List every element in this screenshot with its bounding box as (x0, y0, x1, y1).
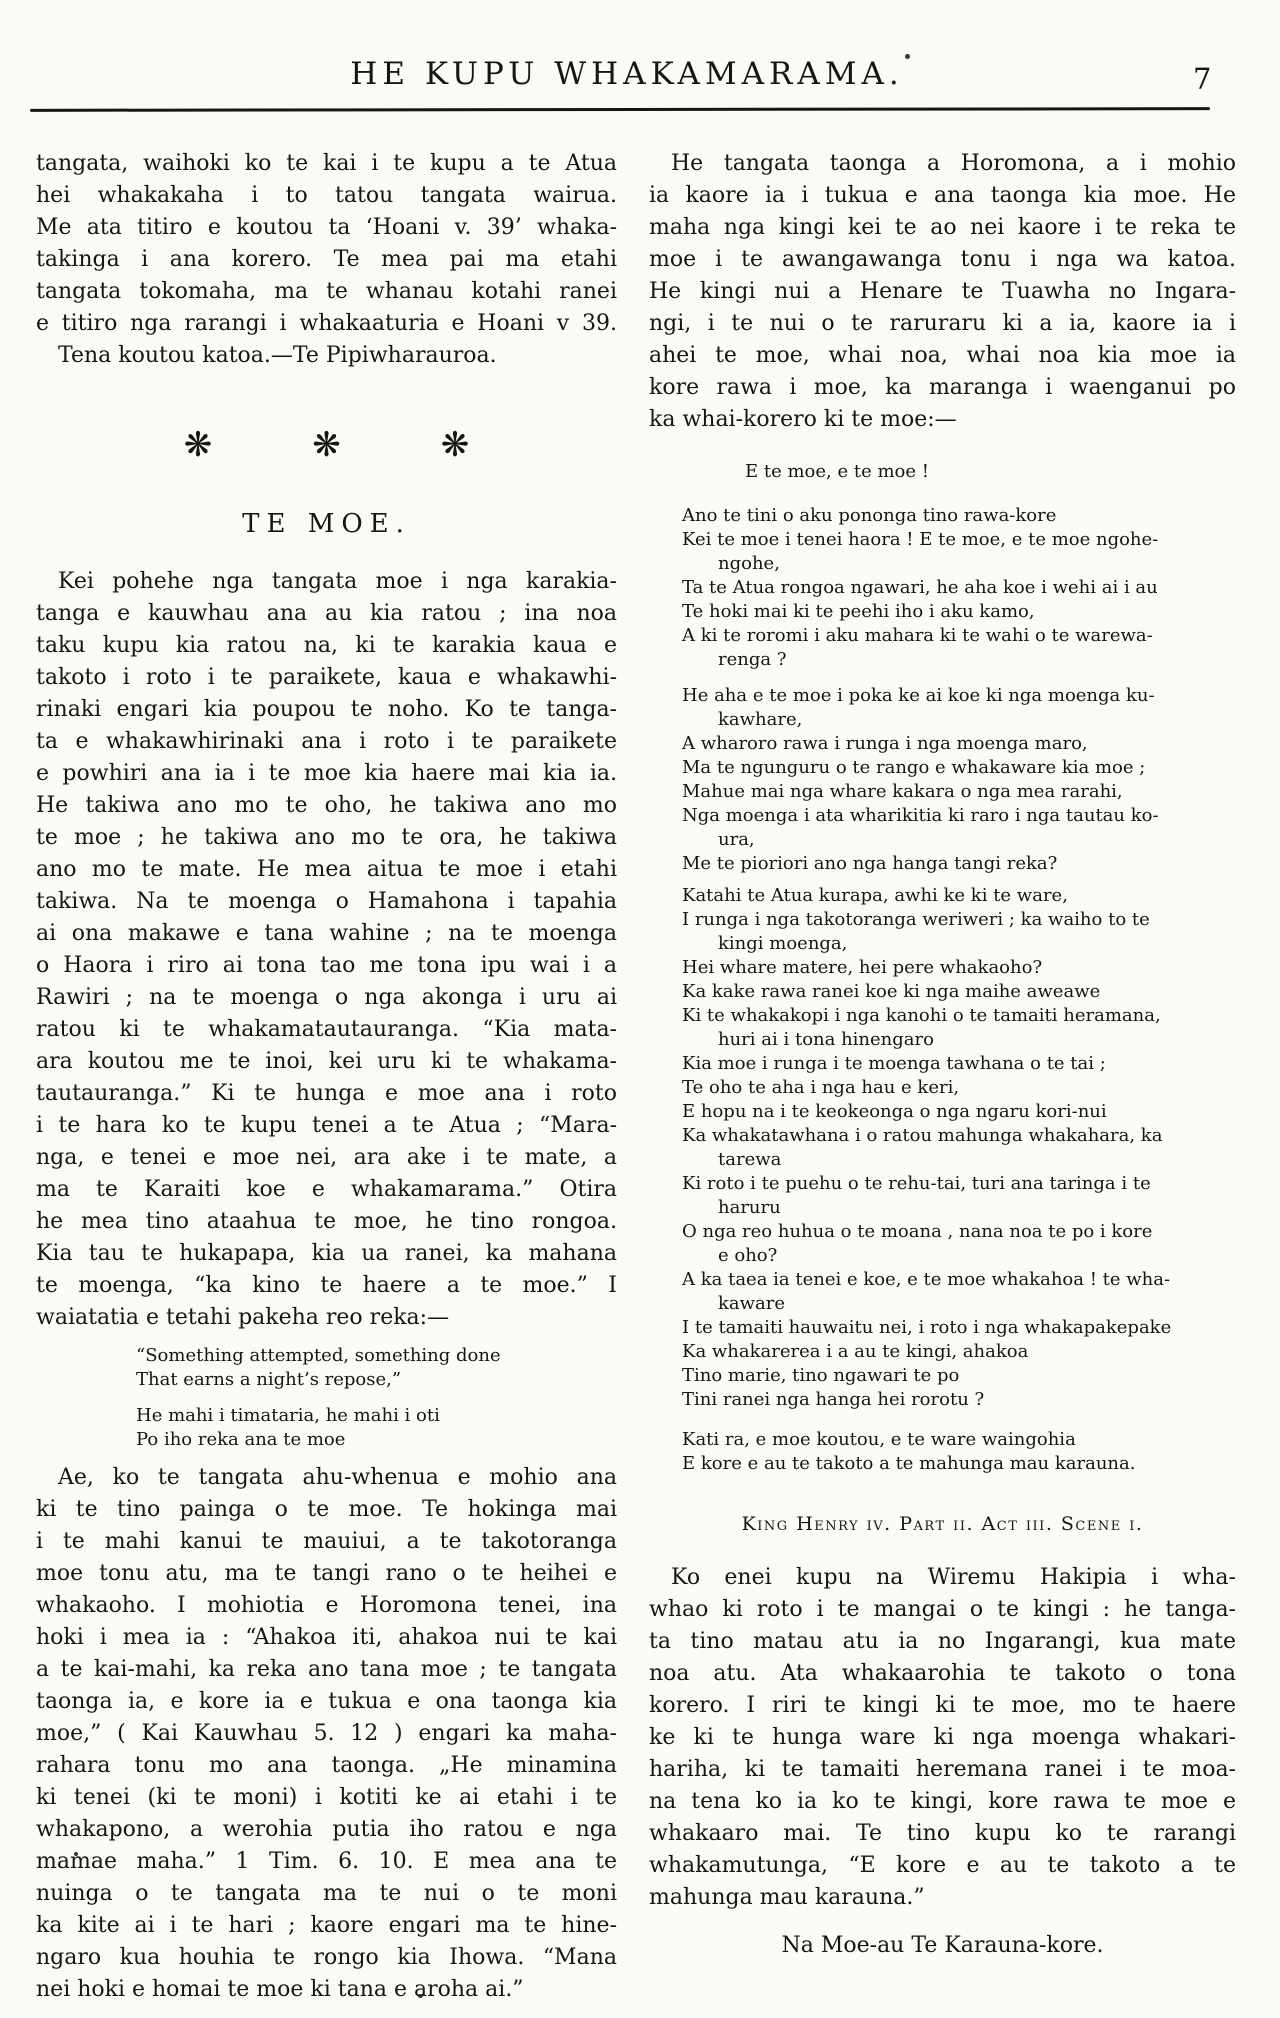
text-line: hoki i mea ia : “Ahakoa iti, ahakoa nui te kai (36, 1625, 617, 1650)
text-line: e powhiri ana ia i te moe kia haere mai kia ia. (36, 761, 617, 786)
text-line: Rawiri ; na te moenga o nga akonga i uru ai (36, 985, 617, 1010)
poem-line: Te oho te aha i nga hau e keri, (682, 1077, 960, 1098)
article-signature: Na Moe-au Te Karauna-kore. (781, 1933, 1104, 1958)
paragraph (36, 1462, 617, 2006)
text-line: taonga ia, e kore ia e tukua e ona taonga kia (36, 1689, 617, 1714)
poem-line: Ano te tini o aku pononga tino rawa-kore (682, 505, 1057, 526)
poem-line: Katahi te Atua kurapa, awhi ke ki te ware, (682, 885, 1068, 906)
poem-line: Nga moenga i ata wharikitia ki raro i nga tautau ko- (682, 805, 1159, 826)
text-line: whakaaro mai. Te tino kupu ko te rarangi (649, 1821, 1236, 1846)
poem-line: Ma te ngunguru o te rango e whakaware kia moe ; (682, 757, 1146, 778)
poem-line: Ka whakatawhana i o ratou mahunga whakahara, ka (682, 1125, 1163, 1146)
section-heading: TE MOE. (242, 509, 411, 539)
poem-stanza (649, 884, 1236, 1412)
poem-line: Ki roto i te puehu o te rehu-tai, turi ana taringa i te (682, 1173, 1151, 1194)
text-line: i te hara ko te kupu tenei a te Atua ; “Mara- (36, 1113, 617, 1138)
quote-line: That earns a night’s repose,” (136, 1369, 402, 1390)
text-line: He takiwa ano mo te oho, he takiwa ano mo (36, 793, 617, 818)
text-line: ki te tino painga o te moe. Te hokinga mai (36, 1497, 617, 1522)
text-line: ahei te moe, whai noa, whai noa kia moe ia (649, 343, 1236, 368)
text-line: ka whai-korero ki te moe:— (649, 407, 957, 432)
text-line: ma te Karaiti koe e whakamarama.” Otira (36, 1177, 617, 1202)
text-line: tangata, waihoki ko te kai i te kupu a te Atua (36, 151, 617, 176)
poem-attribution: King Henry iv. Part ii. Act iii. Scene i. (741, 1513, 1144, 1535)
header-rule (30, 107, 1210, 112)
poem-line: A ka taea ia tenei e koe, e te moe whakahoa ! te wha- (682, 1269, 1171, 1290)
poem-line: tarewa (682, 1149, 782, 1170)
text-line: kore rawa i moe, ka maranga i waenganui po (649, 375, 1236, 400)
poem-line: kingi moenga, (682, 933, 848, 954)
poem-line: E kore e au te takoto a te mahunga mau karauna. (682, 1453, 1136, 1474)
poem-line: kawhare, (682, 709, 803, 730)
text-line: Kia tau te hukapapa, kia ua ranei, ka mahana (36, 1241, 617, 1266)
poem-line: Tino marie, tino ngawari te po (682, 1365, 960, 1386)
poem-line: Ta te Atua rongoa ngawari, he aha koe i wehi ai i au (682, 577, 1158, 598)
quote-english (36, 1344, 617, 1392)
text-line: na tena ko ia ko te kingi, kore rawa te moe e (649, 1789, 1236, 1814)
ornament-row (36, 424, 617, 466)
text-line: te moe ; he takiwa ano mo te ora, he takiwa (36, 825, 617, 850)
text-line: Kei pohehe nga tangata moe i nga karakia- (36, 569, 617, 594)
text-line: whao ki roto i te mangai o te kingi : he tanga- (649, 1597, 1236, 1622)
paragraph (36, 566, 617, 1334)
text-line: Ko enei kupu na Wiremu Hakipia i wha- (649, 1565, 1236, 1590)
text-line: takiwa. Na te moenga o Hamahona i tapahia (36, 889, 617, 914)
text-line: ratou ki te whakamatautauranga. “Kia mata- (36, 1017, 617, 1042)
paragraph (649, 1562, 1236, 1914)
quote-line: “Something attempted, something done (136, 1345, 501, 1366)
page-number: 7 (1193, 62, 1212, 96)
text-line: maha nga kingi kei te ao nei kaore i te reka te (649, 215, 1236, 240)
text-line: ke ki te hunga ware ki nga moenga whakari- (649, 1725, 1236, 1750)
poem-line: Kati ra, e moe koutou, e te ware waingohia (682, 1429, 1076, 1450)
text-line: hariha, ki te tamaiti heremana ranei i te moa- (649, 1757, 1236, 1782)
text-line: waiatatia e tetahi pakeha reo reka:— (36, 1305, 450, 1330)
poem-stanza (649, 1428, 1236, 1476)
text-line: Me ata titiro e koutou ta ‘Hoani v. 39’ whaka- (36, 215, 617, 240)
poem-line: He aha e te moe i poka ke ai koe ki nga moenga ku- (682, 685, 1155, 706)
text-line: rahara tonu mo ana taonga. „He minamina (36, 1753, 617, 1778)
paragraph-continuation (36, 148, 617, 372)
flower-ornament-icon: ❋ (312, 425, 341, 465)
text-line: e titiro nga rarangi i whakaaturia e Hoani v 39. (36, 311, 617, 336)
poem-line: renga ? (682, 649, 787, 670)
poem-line: Te hoki mai ki te peehi iho i aku kamo, (682, 601, 1035, 622)
flower-ornament-icon: ❋ (183, 425, 213, 465)
text-line: noa atu. Ata whakaarohia te takoto o tona (649, 1661, 1236, 1686)
poem-line: E hopu na i te keokeonga o nga ngaru kori-nui (682, 1101, 1107, 1122)
poem-line: A wharoro rawa i runga i nga moenga maro, (682, 733, 1088, 754)
text-line: ngi, i te nui o te raruraru ki a ia, kaore ia i (649, 311, 1236, 336)
quote-line: Po iho reka ana te moe (136, 1429, 346, 1450)
text-line: whakamutunga, “E kore e au te takoto a te (649, 1853, 1236, 1878)
text-line: takinga i ana korero. Te mea pai ma etahi (36, 247, 617, 272)
poem-line: ura, (682, 829, 755, 850)
text-line: whakapono, a werohia putia iho ratou e nga (36, 1817, 617, 1842)
text-line: Ae, ko te tangata ahu-whenua e mohio ana (36, 1465, 617, 1490)
text-line: moe i te awangawanga tonu i nga wa katoa. (649, 247, 1236, 272)
poem-line: haruru (682, 1197, 781, 1218)
poem-line: huri ai i tona hinengaro (682, 1029, 934, 1050)
text-line: ano mo te mate. He mea aitua te moe i etahi (36, 857, 617, 882)
text-line: ta tino matau atu ia no Ingarangi, kua mate (649, 1629, 1236, 1654)
text-line: takoto i roto i te paraikete, kaua e whakawhi- (36, 665, 617, 690)
text-line: He tangata taonga a Horomona, a i mohio (649, 151, 1236, 176)
poem-line: Mahue mai nga whare kakara o nga mea rarahi, (682, 781, 1123, 802)
scan-speck (905, 54, 910, 59)
text-line: he mea tino ataahua te moe, he tino rongoa. (36, 1209, 617, 1234)
text-line: ka kite ai i te hari ; kaore engari ma te hine- (36, 1913, 617, 1938)
poem-line: ngohe, (682, 553, 780, 574)
text-line: moe tonu atu, ma te tangi rano o te heihei e (36, 1561, 617, 1586)
column-left (36, 148, 617, 2006)
text-line: nei hoki e homai te moe ki tana e aroha ai.” (36, 1977, 524, 2002)
poem-line: Kia moe i runga i te moenga tawhana o te tai ; (682, 1053, 1106, 1074)
poem-line: I runga i nga takotoranga weriweri ; ka waiho to te (682, 909, 1150, 930)
text-line: ki tenei (ki te moni) i kotiti ke ai etahi i te (36, 1785, 617, 1810)
text-line: i te mahi kanui te mauiui, a te takotoranga (36, 1529, 617, 1554)
text-line: rinaki engari kia poupou te noho. Ko te tanga- (36, 697, 617, 722)
text-line: ngaro kua houhia te rongo kia Ihowa. “Mana (36, 1945, 617, 1970)
poem-line: Ka whakarerea i a au te kingi, ahakoa (682, 1341, 1029, 1362)
poem-line: Ki te whakakopi i nga kanohi o te tamaiti heramana, (682, 1005, 1161, 1026)
text-line: ai ona makawe e tana wahine ; na te moenga (36, 921, 617, 946)
poem-line: Hei whare matere, hei pere whakaoho? (682, 957, 1043, 978)
text-line: Tena koutou katoa.—Te Pipiwharauroa. (36, 343, 497, 368)
text-line: korero. I riri te kingi ki te moe, mo te haere (649, 1693, 1236, 1718)
quote-maori (36, 1404, 617, 1452)
text-line: tautauranga.” Ki te hunga e moe ana i roto (36, 1081, 617, 1106)
poem-line: Me te pioriori ano nga hanga tangi reka? (682, 853, 1058, 874)
text-line: ta e whakawhirinaki ana i roto i te paraikete (36, 729, 617, 754)
text-line: nga, e tenei e moe nei, ara ake i te mate, a (36, 1145, 617, 1170)
poem-line: e oho? (682, 1245, 778, 1266)
poem-line: Kei te moe i tenei haora ! E te moe, e te moe ngohe- (682, 529, 1159, 550)
text-line: whakaoho. I mohiotia e Horomona tenei, ina (36, 1593, 617, 1618)
poem-line: Tini ranei nga hanga hei rorotu ? (682, 1389, 985, 1410)
flower-ornament-icon: ❋ (440, 425, 470, 465)
poem-title: E te moe, e te moe ! (745, 461, 929, 482)
column-right (649, 148, 1236, 1960)
text-line: ara koutou me te inoi, kei uru ki te whakama- (36, 1049, 617, 1074)
text-line: te moenga, “ka kino te haere a te moe.” I (36, 1273, 617, 1298)
text-line: mamae maha.” 1 Tim. 6. 10. E mea ana te (36, 1849, 617, 1874)
poem-line: I te tamaiti hauwaitu nei, i roto i nga whakapakepake (682, 1317, 1172, 1338)
poem-line: Ka kake rawa ranei koe ki nga maihe aweawe (682, 981, 1101, 1002)
text-line: tangata tokomaha, ma te whanau kotahi ranei (36, 279, 617, 304)
text-line: hei whakakaha i to tatou tangata wairua. (36, 183, 617, 208)
text-line: tanga e kauwhau ana au kia ratou ; ina noa (36, 601, 617, 626)
text-line: ia kaore ia i tukua e ana taonga kia moe. He (649, 183, 1236, 208)
poem-line: kaware (682, 1293, 786, 1314)
text-line: nuinga o te tangata ma te nui o te moni (36, 1881, 617, 1906)
text-line: moe,” ( Kai Kauwhau 5. 12 ) engari ka maha- (36, 1721, 617, 1746)
text-line: He kingi nui a Henare te Tuawha no Ingara- (649, 279, 1236, 304)
text-line: mahunga mau karauna.” (649, 1885, 925, 1910)
poem-line: A ki te roromi i aku mahara ki te wahi o te warewa- (682, 625, 1153, 646)
quote-line: He mahi i timataria, he mahi i oti (136, 1405, 440, 1426)
text-line: a te kai-mahi, ka reka ano tana moe ; te tangata (36, 1657, 617, 1682)
page-header-title: HE KUPU WHAKAMARAMA. (350, 56, 904, 92)
poem-line: O nga reo huhua o te moana , nana noa te po i kore (682, 1221, 1153, 1242)
paragraph (649, 148, 1236, 436)
poem-stanza (649, 504, 1236, 672)
text-line: o Haora i riro ai tona tao me tona ipu wai i a (36, 953, 617, 978)
poem-stanza (649, 684, 1236, 876)
text-line: taku kupu kia ratou na, ki te karakia kaua e (36, 633, 617, 658)
